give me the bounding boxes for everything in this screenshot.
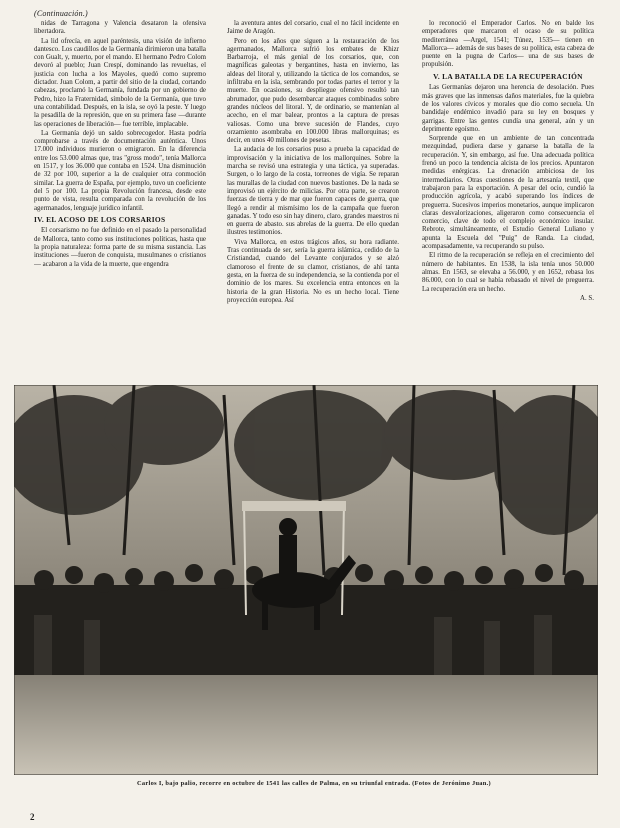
article-columns [34,20,594,382]
column-left [34,20,206,382]
paragraph: Sorprende que en un ambiente de tan concentrada mezquindad, pudiera darse y ganarse la batalla de la recuperación. Y, sin embargo, así fue. Una adecuada política frenó un poco la tendencia alcista de los precios. Apuntaron medidas enérgicas. La drenación ambiciosa de los intermediarios. Otras cuestiones de la artesanía textil, que trabajaron para la exportación. A pesar del ocio, cundió la producción agrícola, y acabó superando los índices de preguerra. Sucesivos imperios monetarios, aunque implicaron claras desvalorizaciones, aligeraron como consecuencia el comercio, clave de todo el complejo económico insular. Rebrote, simultáneamente, el Estudio General Luliano y apunta la Escuela del "Puig" de Randa. La ciudad, acompasadamente, va recuperando su pulso. [422,135,594,251]
column-middle [227,20,399,382]
paragraph: La lid ofrecía, en aquel paréntesis, una visión de infierno dantesco. Los caudillos de la Germanía dirimieron una batalla con Gualt, y, muerto, por el mando. El hermano Pedro Colom devoró al pueblo; Juan Crespí, dominando las revueltas, el justicia con lucha a los Mayoles, quedó como supremo dictador. Juan Colom, a partir del sitio de la ciudad, cortando cabezas, proclamó la Germanía, fundada por un gobierno de Pedro, hizo la Fraternidad, símbolo de la Germanía, que tuvo una contabilidad. Después, en la isla, se oyó la peste. Y luego la pesadilla de la represión, que en su primera fase —durante las operaciones de liberación— fue terrible, implacable. [34,37,206,128]
section-heading-iv: IV. EL ACOSO DE LOS CORSARIOS [34,214,166,224]
paragraph: La Germanía dejó un saldo sobrecogedor. Hasta podría comprobarse a través de documentación auténtica. Unos 17.000 individuos murieron o emigraron. En la diferencia entre los 53.000 almas que, tras "gross modo", tenía Mallorca en 1517, y los 36.000 que contaba en 1524. Una disminución de 32 por 100, superior a la de cualquier otra conmoción similar. La guerra de España, por ejemplo, tuvo un coeficiente del 5 por 100. La propia Revolución francesa, desde este punto de vista, resulta comparada con la revolución de los agermanados, lenguaje jurídico infantil. [34,129,206,212]
page-number: 2 [30,812,35,822]
author-signature: A. S. [580,294,594,302]
paragraph: la aventura antes del corsario, cual el no fácil incidente en Jaime de Aragón. [227,20,399,36]
paragraph: Las Germanías dejaron una herencia de desolación. Pues más graves que las inmensas daños materiales, fue la quiebra de los valores cívicos y morales que dio como secuela. Un bandidaje endémico invadió para su ley en bosques y garrigas. Entre las gentes cundía una general, aún y un deprimente egoísmo. [422,84,594,133]
paragraph: Pero en los años que siguen a la restauración de los agermanados, Mallorca sufrió los embates de Khizr Barbarroja, el más genial de los corsarios, que, con magníficas galeotas y bergantines, hasta en invierno, las aldeas del litoral y, utilizando la táctica de los comandos, se infiltraba en la isla, sembrando por todas partes el terror y la muerte. En ocasiones, su despliegue ofensivo resultó tan abrumador, que pudo desembarcar ataques combinados sobre grandes núcleos del litoral. Y, de ordinario, se mantenían al acecho, en el mar balear, prontos a la captura de presas valiosas. Como una breve sucesión de Flandes, cuyo orzamiento asombraba en 100.000 libras mallorquinas; es decir, en unos 40 millones de pesetas. [227,37,399,145]
paragraph: El corsarismo no fue definido en el pasado la personalidad de Mallorca, tanto como sus instituciones políticas, hasta que la propia naturaleza: forma parte de su misma sustancia. Las instituciones —fueron de conquista, musulmanes o cristianos— acabaron a la vida de la muerte, que engendra [34,227,206,268]
section-heading-v: V. LA BATALLA DE LA RECUPERACIÓN [433,71,583,81]
photo-caption: Carlos I, bajo palio, recorre en octubre de 1541 las calles de Palma, en su triunfal entrada. (Fotos de Jerónimo Juan.) [137,780,491,787]
procession-photo-illustration [14,385,598,775]
procession-photo [14,385,598,775]
continued-label: (Continuación.) [34,9,88,18]
paragraph: nidas de Tarragona y Valencia desataron la ofensiva libertadora. [34,20,206,36]
column-right [422,20,594,382]
paragraph: La audacia de los corsarios puso a prueba la capacidad de improvisación y la iniciativa de los mallorquines. Sobre la marcha se revisó una estrategia y una táctica, ya superadas. Surgen, o lo largo de la costa, torreones de vigía. Se reparan las murallas de la ciudad con nuevos bastiones. De la nada se improvisó un ejército de milicias. Por otra parte, se crearon fuerzas de tierra y de mar que fueron capaces de guerra, que llegó a rendir al mismísimo los de la campaña que fueron ganadas. Y todo eso sin hay dinero, claro, grandes maestros ni en guerra de abasto. sus abrelas de la guerra. De ello quedan ilustres testimonios. [227,146,399,237]
paragraph: El ritmo de la recuperación se refleja en el crecimiento del número de habitantes. En 1538, la isla tenía unos 50.000 almas. En 1563, se elevaba a 56.000, y en 1652, rebasa los 86.000, con lo cual se había rebasado el nivel de preguerra. La recuperación era un hecho. [422,252,594,293]
paragraph: lo reconoció el Emperador Carlos. No en balde los emperadores que marcaron el ocaso de su política mediterránea —Argel, 1541; Túnez, 1535— tienen en Mallorca— además de sus bases de su política, esta cabeza de puente en la pugna de Carlos— una de sus bases de propulsión. [422,20,594,69]
paragraph: Viva Mallorca, en estos trágicos años, su hora radiante. Tras continuada de ser, sería la guerra islámica, cedido de la Cristiandad, cuando del Levante conjurados y se alzó clamoroso el frente de su clamor, cristianos, de ahí tanta gesta, en la fuerza de su independencia, se la contienda por el dominio de los mares. Su excelencia entra entonces en la historia de la gran Historia. No es un hecho local. Tiene proyección europea. Así [227,238,399,304]
